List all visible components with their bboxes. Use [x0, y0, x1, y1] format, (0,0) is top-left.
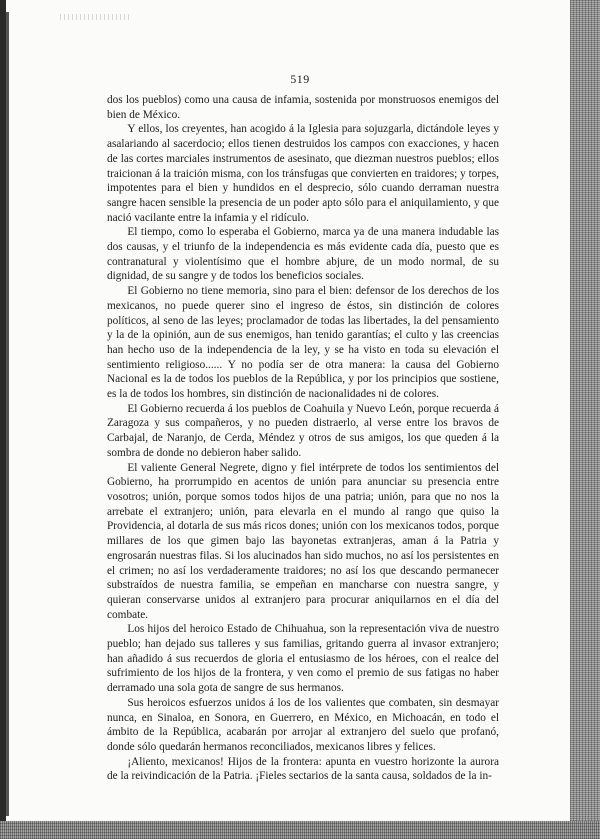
paragraph: Y ellos, los creyentes, han acogido á la Iglesia para sojuzgarla, dictándole leyes y asalariando al sacerdocio; ellos tienen destruidos los campos con exacciones, y hacen de las cortes marciales instrumentos de asesinato, que diezman nuestros pueblos; ellos traicionan á la traición misma, con los tránsfugas que convierten en traidores; y torpes, impotentes para el bien y hundidos en el desprecio, sólo cuando derraman nuestra sangre hacen sensible la presencia de un poder apto sólo para el aniquilamiento, y que nació vacilante entre la infamia y el ridículo. [107, 123, 499, 224]
scan-bottom-edge [0, 821, 600, 839]
paragraph: El Gobierno no tiene memoria, sino para el bien: defensor de los derechos de los mexicanos, no puede querer sino el ingreso de éstos, sin distinción de colores políticos, al seno de las leyes; proclamador de todas las libertades, la del pensamiento y la de la opinión, aun de sus enemigos, han tenido garantías; el culto y las creencias han hecho uso de la independencia de la ley, y se ha visto en toda su elevación el sentimiento religioso...... Y no podía ser de otra manera: la causa del Gobierno Nacional es la de todos los pueblos de la República, y por los principios que sostiene, es la de todos los hombres, sin distinción de nacionalidades ni de colores. [107, 285, 499, 401]
paragraph: El Gobierno recuerda á los pueblos de Coahuila y Nuevo León, porque recuerda á Zaragoza y sus compañeros, y no pueden distraerlo, al verse entre los bravos de Carbajal, de Naranjo, de Cerda, Méndez y otros de sus amigos, los que queden á la sombra de donde no debieron haber salido. [107, 402, 499, 459]
paragraph: Sus heroicos esfuerzos unidos á los de los valientes que combaten, sin desmayar nunca, en Sinaloa, en Sonora, en Guerrero, en México, en Michoacán, en todo el ámbito de la República, acabarán por arrojar al extranjero del suelo que profanó, donde sólo quedarán hermanos reconciliados, mexicanos libres y felices. [107, 696, 499, 753]
paragraph: El valiente General Negrete, digno y fiel intérprete de todos los sentimientos del Gobierno, ha prorrumpido en acentos de unión para anunciar su presencia entre vosotros; unión, porque somos todos hijos de una patria; unión, para que no nos la arrebate el extranjero; unión, para elevarla en el mundo al rango que quiso la Providencia, al dotarla de sus más ricos dones; unión con los mexicanos todos, porque millares de los que gimen bajo las bayonetas extranjeras, aman á la Patria y engrosarán nuestras filas. Si los alucinados han sido muchos, no así los persistentes en el crimen; no así los verdaderamente traidores; no así los que descando permanecer substraídos de nuestra familia, se empeñan en mancharse con nuestra sangre, y quieran conservarse unidos al extranjero para procurar aniquilarnos en el día del combate. [107, 461, 499, 621]
body-text [107, 93, 499, 784]
scan-artifact [60, 14, 130, 20]
scan-binding-shadow [6, 12, 9, 816]
page-number: 519 [290, 72, 310, 86]
scan-right-edge [570, 0, 600, 839]
paragraph: dos los pueblos) como una causa de infamia, sostenida por monstruosos enemigos del bien de México. [107, 94, 499, 121]
paragraph: El tiempo, como lo esperaba el Gobierno, marca ya de una manera indudable las dos causas, y el triunfo de la independencia es más evidente cada día, puesto que es contranatural y violentísimo que el hombre abjure, de un modo normal, de su dignidad, de su sangre y de todos los beneficios sociales. [107, 226, 499, 283]
paragraph: Los hijos del heroico Estado de Chihuahua, son la representación viva de nuestro pueblo; han dejado sus talleres y sus familias, gritando guerra al invasor extranjero; han añadido á sus recuerdos de gloria el entusiasmo de los héroes, con el realce del sufrimiento de los hijos de la frontera, y ven como el premio de sus fatigas no haber derramado una sola gota de sangre de sus hermanos. [107, 623, 499, 695]
paragraph: ¡Aliento, mexicanos! Hijos de la frontera: apunta en vuestro horizonte la aurora de la reivindicación de la Patria. ¡Fieles sectarios de la santa causa, soldados de la in- [107, 755, 499, 783]
